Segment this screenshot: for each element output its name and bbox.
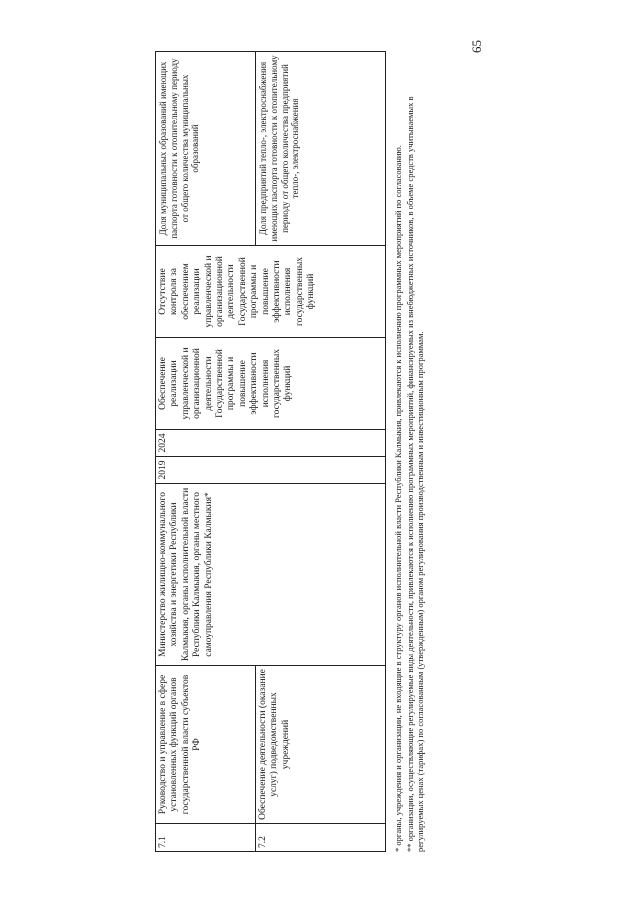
indicator-cell: Доля предприятий тепло-, электроснабжения имеющих паспорта готовности к отопительному периоду от общего количества предприятий тепло-, электроснабжения: [256, 52, 386, 246]
row-number: 7.1: [156, 824, 256, 852]
footnotes: [393, 52, 427, 852]
executor-cell: Министерство жилищно-коммунального хозяйства и энергетики Республики Калмыкия, органы исполнительной власти Республики Калмыкия, органы местного самоуправления Республики Калмыкия*: [156, 484, 386, 666]
task-cell: Руководство и управление в сфере установленных функций органов государственной власти субъектов РФ: [156, 666, 256, 824]
start-year-cell: 2019: [156, 457, 386, 484]
table-row: [156, 52, 256, 852]
footnote: ** организации, осуществляющие регулируемые виды деятельности, привлекаются к исполнению программных мероприятий, финансируемых из внебюджетных источников, в объеме средств учитываемых в регулируемых ценах (тарифах) по согласованным (утвержденным) органом регулирования производственным и инвестиционным программам.: [404, 96, 426, 852]
rotated-page: [155, 40, 485, 852]
consequence-cell: Отсутствие контроля за обеспечением реализации управленческой и организационной деятельности Государственной программы и повышение эффективности исполнения государственных функций: [156, 246, 386, 338]
page-number: 65: [469, 40, 484, 53]
result-cell: Обеспечение реализации управленческой и организационной деятельности Государственной программы и повышение эффективности исполнения государственных функций: [156, 338, 386, 430]
footnote: * органы, учреждения и организации, не входящие в структуру органов исполнительной власти Республики Калмыкия, привлекаются к исполнению программных мероприятий по согласованию.: [393, 145, 403, 852]
indicator-cell: Доля муниципальных образований имеющих паспорта готовности к отопительному периоду от общего количества муниципальных образований: [156, 52, 256, 246]
program-table: [155, 51, 386, 852]
end-year-cell: 2024: [156, 430, 386, 457]
row-number: 7.2: [256, 824, 386, 852]
task-cell: Обеспечение деятельности (оказание услуг) подведомственных учреждений: [256, 666, 386, 824]
